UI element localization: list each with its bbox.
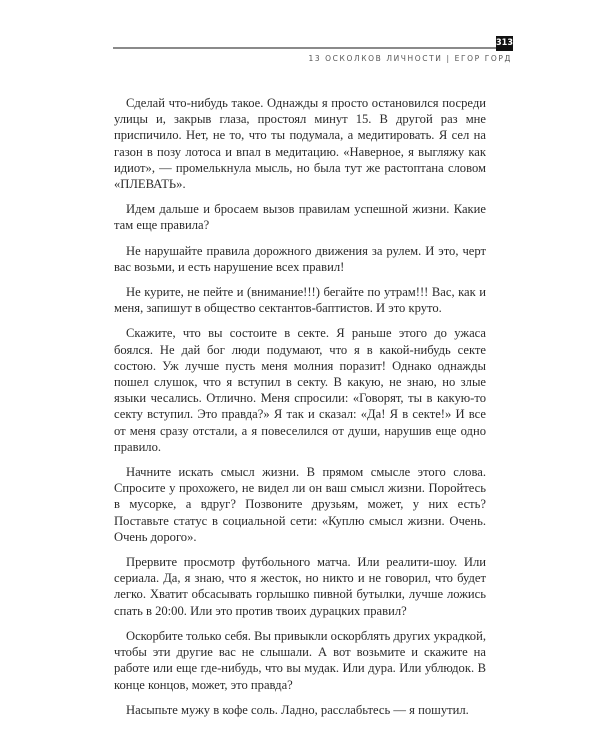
- paragraph: Не нарушайте правила дорожного движения за рулем. И это, черт вас возьми, и есть нарушение всех правил!: [114, 243, 486, 274]
- paragraph: Прервите просмотр футбольного матча. Или реалити-шоу. Или сериала. Да, я знаю, что я жесток, но никто и не говорил, что будет легко. Хватит обсасывать горлышко пивной бутылки, лучше ложись спать в 20:00. Или это против твоих дурацких правил?: [114, 555, 486, 618]
- paragraph: Насыпьте мужу в кофе соль. Ладно, расслабьтесь — я пошутил.: [126, 702, 469, 717]
- paragraph: Сделай что-нибудь такое. Однажды я просто остановился посреди улицы и, закрыв глаза, простоял минут 15. В другой раз мне приспичило. Нет, не то, что ты подумала, а медитировать. Я сел на газон в позу лотоса и впал в медитацию. «Наверное, я выгляжу как идиот», — промелькнула мысль, но была тут же растоптана словом «ПЛЕВАТЬ».: [114, 96, 486, 192]
- paragraph: Скажите, что вы состоите в секте. Я раньше этого до ужаса боялся. Не дай бог люди подумают, что я в какой-нибудь секте состою. Уж лучше пусть меня молния поразит! Однако однажды пошел слушок, что я вступил в секту. В какую, не знаю, но злые языки чесались. Отлично. Меня спросили: «Говорят, ты в какую-то секту вступил. Это правда?» Я так и сказал: «Да! Я в секте!» И все от меня сразу отстали, а я повеселился от души, нарушив еще одно правило.: [114, 326, 486, 454]
- paragraph: Оскорбите только себя. Вы привыкли оскорблять других украдкой, чтобы эти другие вас не слышали. А вот возьмите и скажите на работе или еще где-нибудь, что вы мудак. Или дура. Или ублюдок. В конце концов, может, это правда?: [114, 628, 486, 692]
- paragraph: Начните искать смысл жизни. В прямом смысле этого слова. Спросите у прохожего, не видел ли он ваш смысл жизни. Поройтесь в мусорке, а вдруг? Позвоните друзьям, может, у них есть? Поставьте статус в социальной сети: «Куплю смысл жизни. Очень. Очень дорого».: [114, 465, 486, 544]
- paragraph: Идем дальше и бросаем вызов правилам успешной жизни. Какие там еще правила?: [114, 202, 486, 233]
- page-number: 313: [496, 36, 513, 51]
- header-rule: [113, 47, 498, 49]
- body-text: [114, 95, 486, 727]
- paragraph: Не курите, не пейте и (внимание!!!) бегайте по утрам!!! Вас, как и меня, запишут в общество сектантов-баптистов. И это круто.: [114, 285, 486, 316]
- running-head: 13 ОСКОЛКОВ ЛИЧНОСТИ | ЕГОР ГОРД: [308, 54, 512, 63]
